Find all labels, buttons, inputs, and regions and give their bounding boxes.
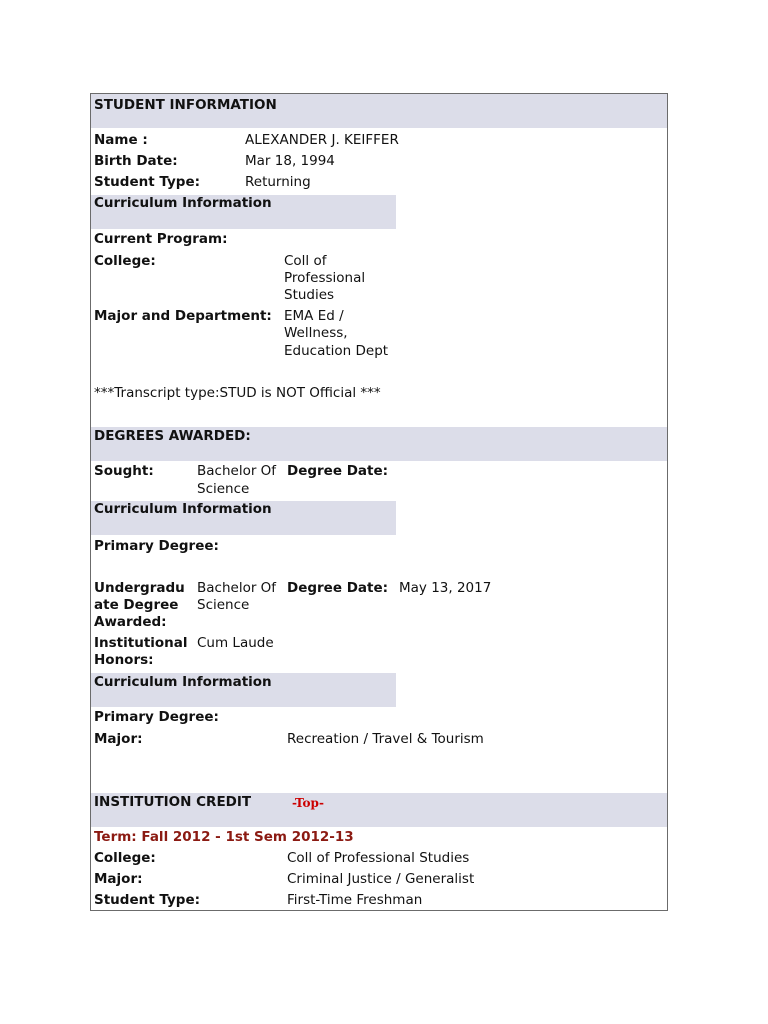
- sought-value-line-1: Bachelor Of: [197, 463, 277, 479]
- top-link[interactable]: -Top-: [292, 796, 324, 810]
- student-type-value: Returning: [245, 174, 311, 190]
- college-value-line-2: Professional: [284, 270, 366, 286]
- name-label: Name :: [94, 132, 148, 148]
- major-department-value-line-1: EMA Ed /: [284, 308, 344, 324]
- undergraduate-degree-value-line-2: Science: [197, 597, 250, 613]
- birth-date-value: Mar 18, 1994: [245, 153, 335, 169]
- major-department-value-line-3: Education Dept: [284, 343, 389, 359]
- major-label: Major:: [94, 731, 143, 747]
- degree-date-label: Degree Date:: [287, 580, 389, 596]
- undergraduate-degree-label-line-2: ate Degree: [94, 597, 179, 613]
- degree-date-value: May 13, 2017: [399, 580, 492, 596]
- degrees-awarded-header: DEGREES AWARDED:: [94, 428, 251, 444]
- undergraduate-degree-label-line-3: Awarded:: [94, 614, 167, 630]
- sought-label: Sought:: [94, 463, 154, 479]
- curriculum-information-2-header: Curriculum Information: [94, 501, 272, 517]
- curriculum-information-header: Curriculum Information: [94, 195, 272, 211]
- term-college-label: College:: [94, 850, 156, 866]
- primary-degree-label: Primary Degree:: [94, 538, 219, 554]
- term-major-label: Major:: [94, 871, 143, 887]
- institutional-honors-value: Cum Laude: [197, 635, 274, 651]
- college-label: College:: [94, 253, 156, 269]
- sought-degree-date-label: Degree Date:: [287, 463, 389, 479]
- term-student-type-label: Student Type:: [94, 892, 200, 908]
- student-type-label: Student Type:: [94, 174, 200, 190]
- term-major-value: Criminal Justice / Generalist: [287, 871, 475, 887]
- term-student-type-value: First-Time Freshman: [287, 892, 423, 908]
- college-value-line-1: Coll of: [284, 253, 327, 269]
- transcript-type-note: ***Transcript type:STUD is NOT Official ***: [94, 385, 381, 401]
- major-department-value-line-2: Wellness,: [284, 325, 348, 341]
- major-value: Recreation / Travel & Tourism: [287, 731, 484, 747]
- institution-credit-header: INSTITUTION CREDIT: [94, 794, 252, 810]
- undergraduate-degree-label-line-1: Undergradu: [94, 580, 185, 596]
- term-college-value: Coll of Professional Studies: [287, 850, 470, 866]
- student-information-header: STUDENT INFORMATION: [94, 97, 277, 113]
- name-value: ALEXANDER J. KEIFFER: [245, 132, 399, 148]
- term-heading: Term: Fall 2012 - 1st Sem 2012-13: [94, 829, 354, 845]
- institutional-honors-label-line-2: Honors:: [94, 652, 154, 668]
- primary-degree-2-label: Primary Degree:: [94, 709, 219, 725]
- curriculum-information-3-header: Curriculum Information: [94, 674, 272, 690]
- major-department-label: Major and Department:: [94, 308, 272, 324]
- college-value-line-3: Studies: [284, 287, 335, 303]
- birth-date-label: Birth Date:: [94, 153, 178, 169]
- undergraduate-degree-value-line-1: Bachelor Of: [197, 580, 277, 596]
- institutional-honors-label-line-1: Institutional: [94, 635, 188, 651]
- current-program-label: Current Program:: [94, 231, 228, 247]
- sought-value-line-2: Science: [197, 481, 250, 497]
